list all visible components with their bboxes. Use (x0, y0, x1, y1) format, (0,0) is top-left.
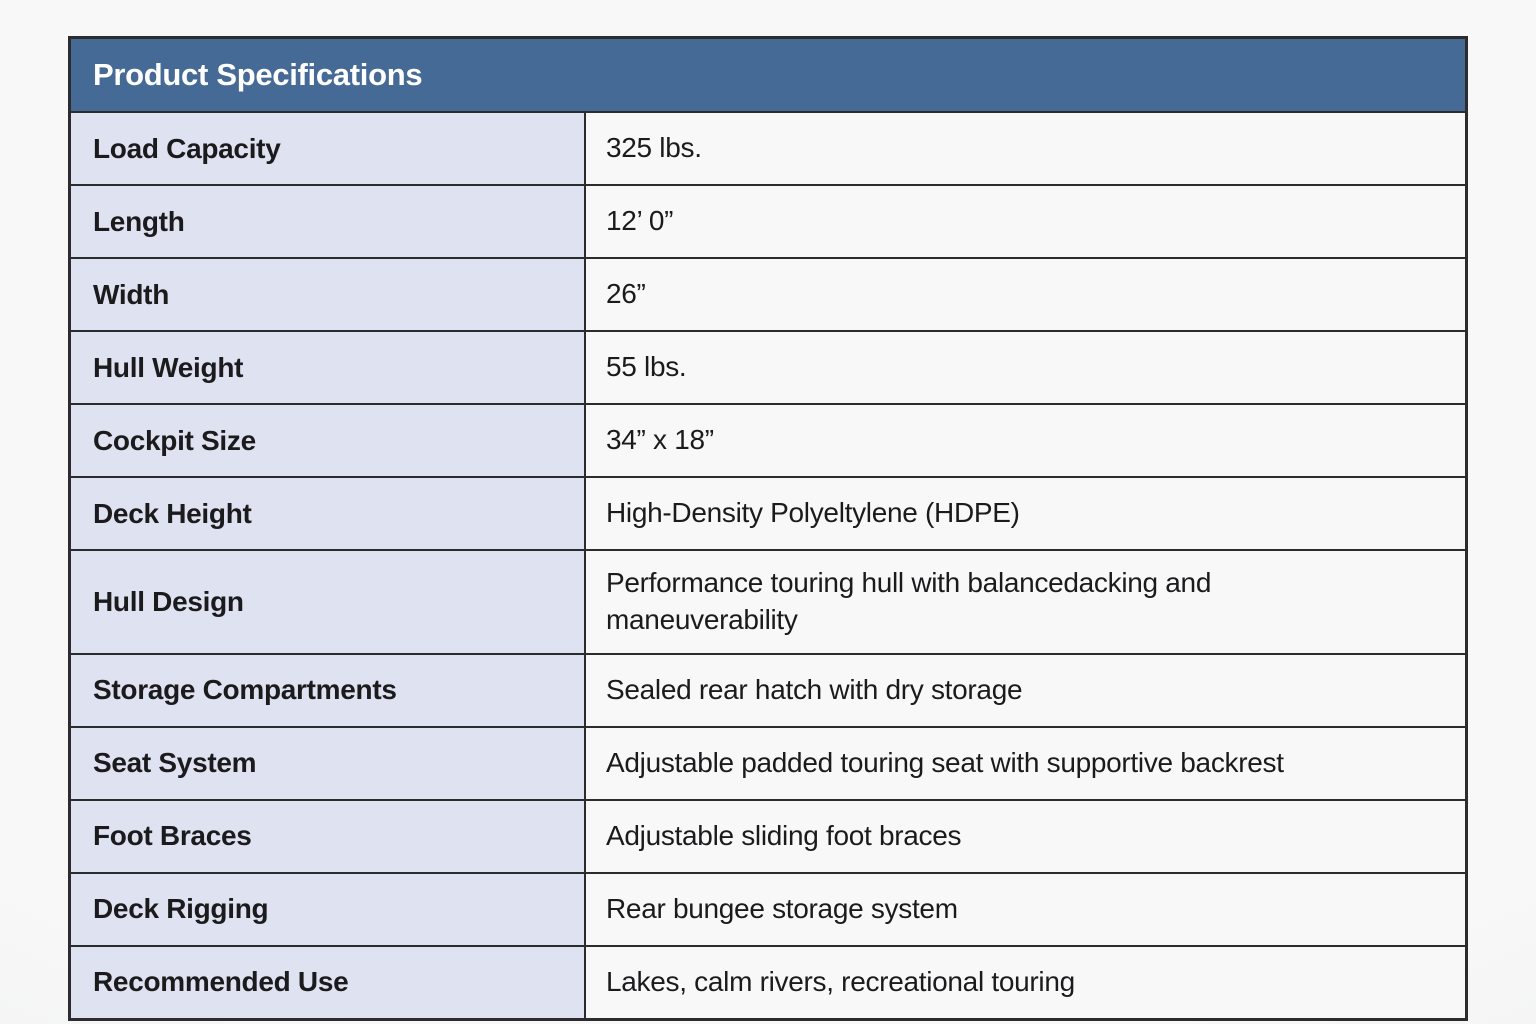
spec-row-value: Lakes, calm rivers, recreational touring (586, 947, 1465, 1018)
spec-row (71, 476, 1465, 549)
spec-row-value: 12’ 0” (586, 186, 1465, 257)
spec-row (71, 799, 1465, 872)
spec-row-label: Recommended Use (71, 947, 586, 1018)
spec-row-value: 26” (586, 259, 1465, 330)
spec-row (71, 945, 1465, 1018)
page-title: Product Specifications (93, 57, 423, 92)
spec-row-value: Adjustable sliding foot braces (586, 801, 1465, 872)
spec-row-label: Length (71, 186, 586, 257)
spec-row-value: 55 lbs. (586, 332, 1465, 403)
table-header (71, 39, 1465, 113)
spec-row-value: Performance touring hull with balancedacking and maneuverability (586, 551, 1465, 653)
spec-row (71, 113, 1465, 184)
spec-row-value: High-Density Polyeltylene (HDPE) (586, 478, 1465, 549)
spec-row-label: Width (71, 259, 586, 330)
spec-row-label: Storage Compartments (71, 655, 586, 726)
spec-row (71, 257, 1465, 330)
spec-row (71, 184, 1465, 257)
spec-row-label: Deck Height (71, 478, 586, 549)
spec-table (68, 36, 1468, 1021)
spec-row-label: Cockpit Size (71, 405, 586, 476)
spec-row-label: Hull Design (71, 551, 586, 653)
spec-row-value: 325 lbs. (586, 113, 1465, 184)
spec-row-label: Hull Weight (71, 332, 586, 403)
spec-row-value: Rear bungee storage system (586, 874, 1465, 945)
spec-row (71, 726, 1465, 799)
spec-row-value: Adjustable padded touring seat with supportive backrest (586, 728, 1465, 799)
spec-row-value: Sealed rear hatch with dry storage (586, 655, 1465, 726)
spec-row-label: Foot Braces (71, 801, 586, 872)
spec-table-body (71, 113, 1465, 1018)
spec-row-label: Load Capacity (71, 113, 586, 184)
spec-row (71, 549, 1465, 653)
spec-row (71, 403, 1465, 476)
spec-row-value: 34” x 18” (586, 405, 1465, 476)
spec-row-label: Deck Rigging (71, 874, 586, 945)
spec-row (71, 330, 1465, 403)
spec-row-label: Seat System (71, 728, 586, 799)
spec-row (71, 653, 1465, 726)
spec-row (71, 872, 1465, 945)
